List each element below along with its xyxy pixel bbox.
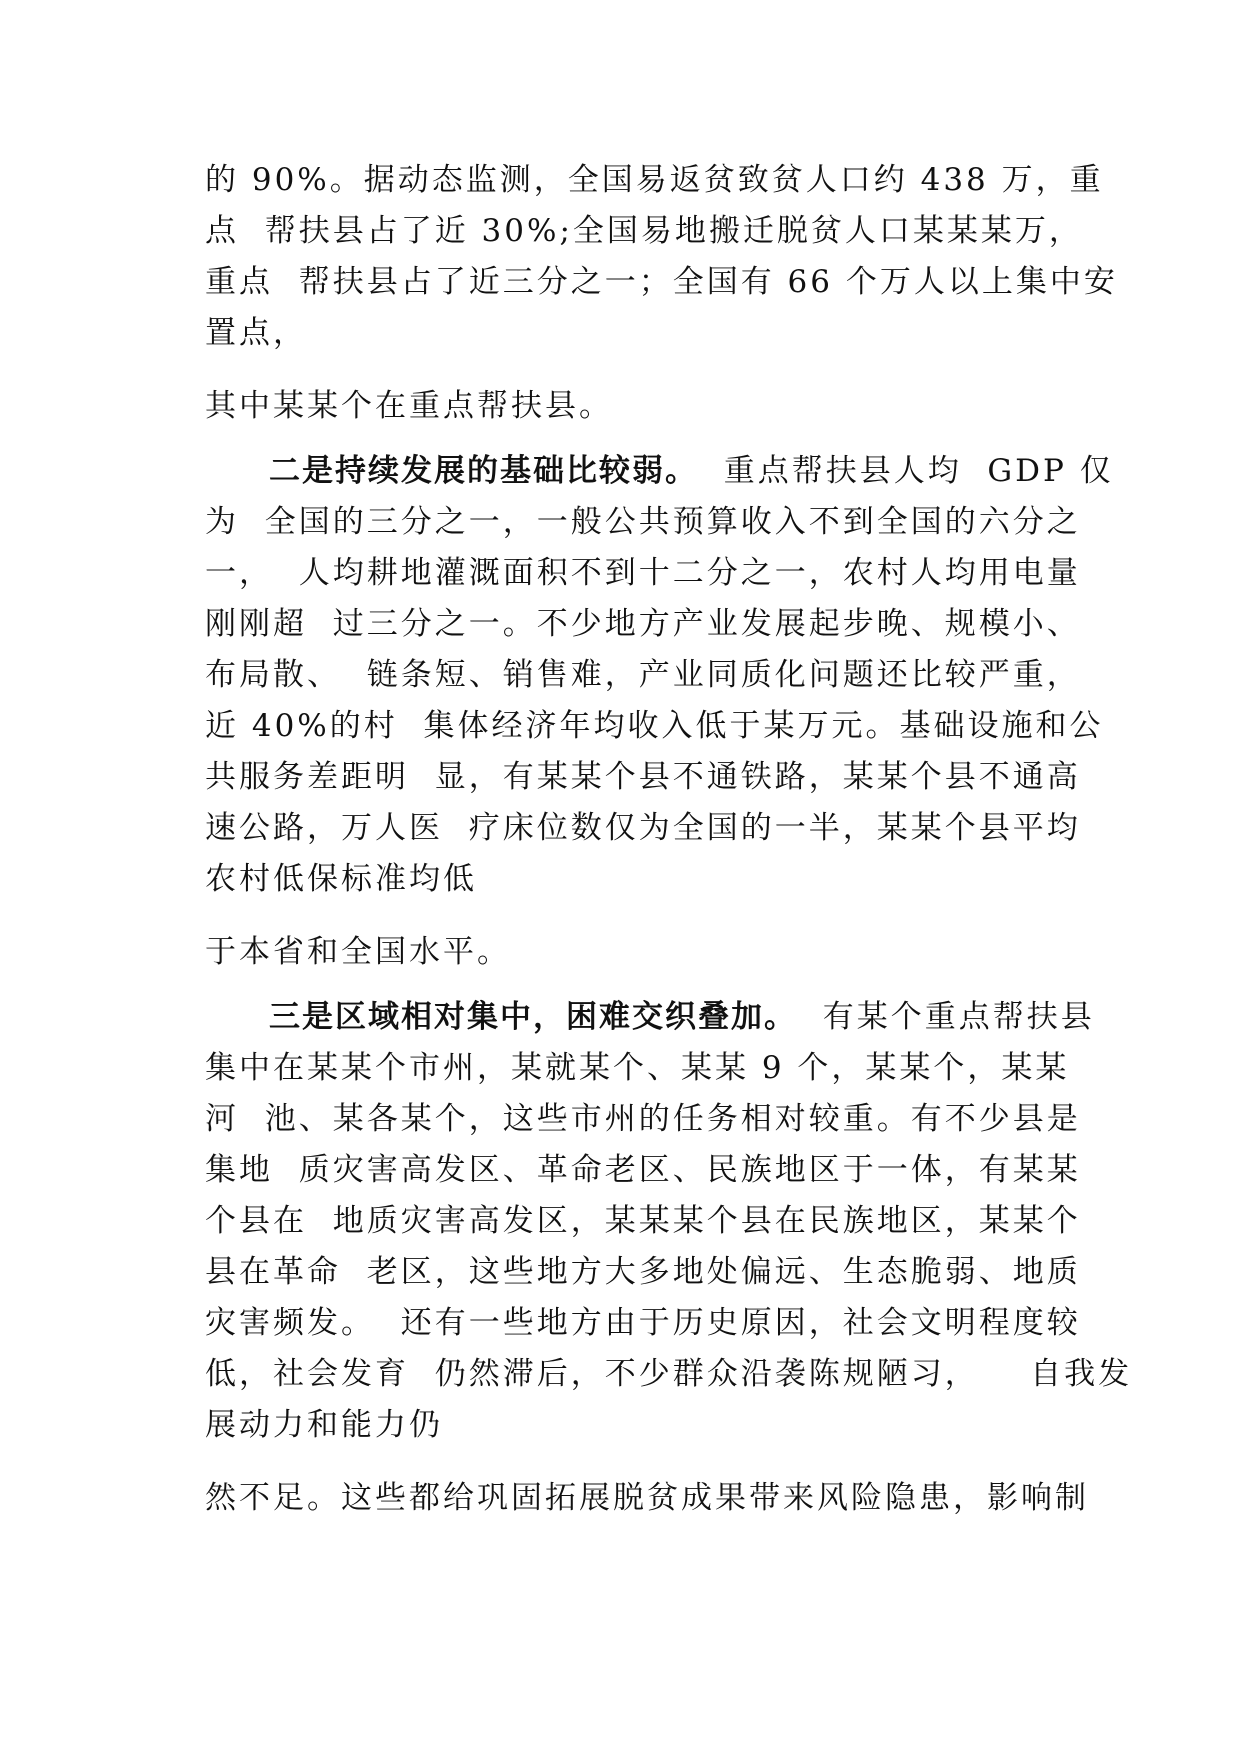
text-line: 集中在某某个市州，某就某个、某某 9 个，某某个，某某 xyxy=(205,1050,1070,1086)
text-line: 河 池、某各某个，这些市州的任务相对较重。有不少县是 xyxy=(205,1101,1081,1137)
text-line: 刚刚超 过三分之一。不少地方产业发展起步晚、规模小、 xyxy=(205,606,1081,642)
text-line: 点 帮扶县占了近 30%;全国易地搬迁脱贫人口某某某万， xyxy=(205,213,1083,249)
paragraph-heading: 三是区域相对集中，困难交织叠加。 xyxy=(269,999,797,1035)
paragraph-1 xyxy=(205,155,1118,432)
paragraph-2 xyxy=(205,446,1114,978)
text-line: 低，社会发育 仍然滞后，不少群众沿袭陈规陋习， 自我发 xyxy=(205,1356,1133,1392)
text-line: 农村低保标准均低 xyxy=(205,861,477,897)
text-line: 速公路，万人医 疗床位数仅为全国的一半，某某个县平均 xyxy=(205,810,1081,846)
text-line: 县在革命 老区，这些地方大多地处偏远、生态脆弱、地质 xyxy=(205,1254,1081,1290)
text-line: 近 40%的村 集体经济年均收入低于某万元。基础设施和公 xyxy=(205,708,1104,744)
text-line: 一， 人均耕地灌溉面积不到十二分之一，农村人均用电量 xyxy=(205,555,1081,591)
text-line: 为 全国的三分之一，一般公共预算收入不到全国的六分之 xyxy=(205,504,1081,540)
paragraph-heading: 二是持续发展的基础比较弱。 xyxy=(269,453,698,489)
text-line: 于本省和全国水平。 xyxy=(205,934,511,970)
text-line: 的 90%。据动态监测，全国易返贫致贫人口约 438 万，重 xyxy=(205,162,1104,198)
text-line: 布局散、 链条短、销售难，产业同质化问题还比较严重， xyxy=(205,657,1081,693)
text-line: 个县在 地质灾害高发区，某某某个县在民族地区，某某个 xyxy=(205,1203,1081,1239)
text-line xyxy=(205,992,1095,1043)
text-span: 有某个重点帮扶县 xyxy=(797,999,1095,1035)
text-line xyxy=(205,446,1114,497)
paragraph-3 xyxy=(205,992,1133,1524)
text-line: 置点， xyxy=(205,315,307,351)
text-line: 其中某某个在重点帮扶县。 xyxy=(205,388,613,424)
text-line: 然不足。这些都给巩固拓展脱贫成果带来风险隐患，影响制 xyxy=(205,1480,1089,1516)
document-page xyxy=(205,155,1133,1524)
text-line: 展动力和能力仍 xyxy=(205,1407,443,1443)
text-line: 集地 质灾害高发区、革命老区、民族地区于一体，有某某 xyxy=(205,1152,1081,1188)
text-line: 重点 帮扶县占了近三分之一；全国有 66 个万人以上集中安 xyxy=(205,264,1118,300)
text-line: 共服务差距明 显，有某某个县不通铁路，某某个县不通高 xyxy=(205,759,1081,795)
text-span: 重点帮扶县人均 GDP 仅 xyxy=(698,453,1114,489)
text-line: 灾害频发。 还有一些地方由于历史原因，社会文明程度较 xyxy=(205,1305,1081,1341)
